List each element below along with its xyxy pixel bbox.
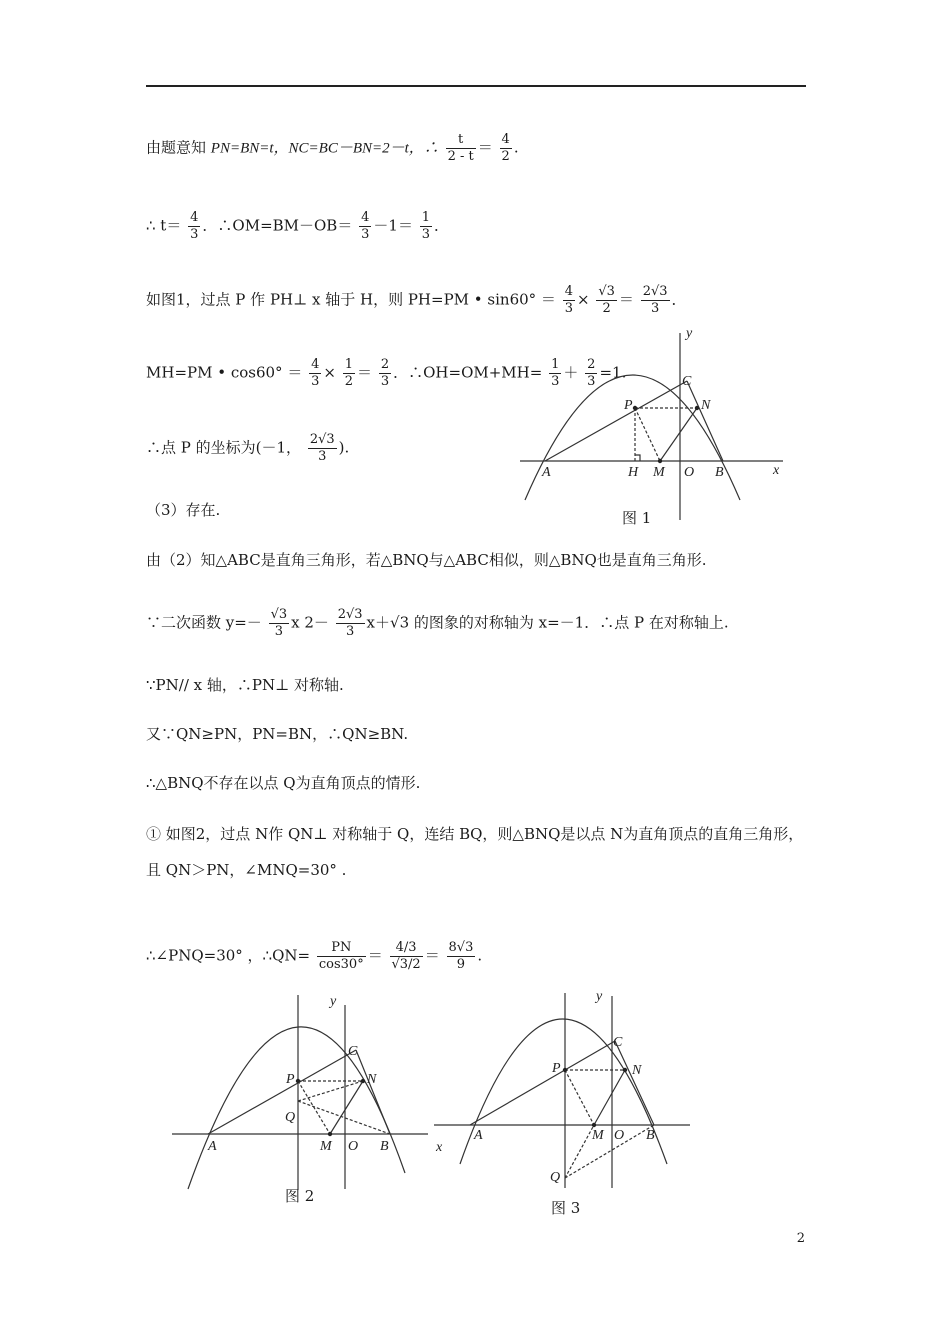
fraction [447, 940, 476, 973]
text: x＋√3 的图象的对称轴为 x=－1．∴点 P 在对称轴上. [366, 613, 729, 632]
text: ． [434, 216, 450, 235]
point-m [328, 1132, 332, 1136]
text-line-9: ∵PN// x 轴，∴PN⊥ 对称轴. [146, 676, 344, 694]
numerator: 4 [190, 210, 199, 225]
numerator: 4 [564, 284, 573, 299]
text: ∵二次函数 y=－ [146, 613, 262, 632]
text-line-6: （3）存在. [146, 501, 221, 519]
segment-pm [565, 1070, 594, 1125]
label-b: B [380, 1139, 389, 1154]
numerator: 2√3 [337, 607, 363, 622]
denominator: 3 [274, 624, 284, 639]
text: ∴ t＝ [146, 216, 182, 235]
text-line-14 [146, 940, 482, 973]
label-x: x [436, 1140, 443, 1155]
fraction [359, 210, 371, 243]
numerator: √3 [270, 607, 288, 622]
text-line-7: 由（2）知△ABC是直角三角形，若△BNQ与△ABC相似，则△BNQ也是直角三角形. [146, 551, 707, 569]
denominator: 3 [564, 301, 573, 316]
point-n [623, 1068, 627, 1072]
text-line-11: ∴△BNQ不存在以点 Q为直角顶点的情形. [146, 774, 421, 792]
fraction [390, 940, 423, 973]
numerator: √3 [598, 284, 615, 299]
text: ∴点 P 的坐标为(－1， [146, 438, 302, 457]
label-p: P [286, 1072, 295, 1087]
fraction [420, 210, 432, 243]
point-m [658, 459, 662, 463]
denominator: 3 [190, 227, 199, 242]
label-c: C [613, 1035, 623, 1050]
parabola [525, 375, 740, 500]
segment-qb [298, 1101, 390, 1134]
fraction [308, 432, 337, 465]
text: × [323, 363, 336, 382]
label-a: A [542, 465, 551, 480]
denominator: 2 [501, 149, 510, 164]
figure-3-caption: 图 3 [551, 1199, 581, 1217]
text: PN=BN=t，NC=BC－BN=2－t，∴ [210, 140, 439, 157]
figure-1-caption: 图 1 [622, 509, 652, 527]
text: ∴∠PNQ=30° ，∴QN= [146, 946, 311, 965]
label-m: M [592, 1128, 604, 1143]
label-y: y [686, 326, 693, 341]
denominator: 3 [361, 227, 370, 242]
text-line-2 [146, 210, 449, 243]
page-number: 2 [796, 1231, 805, 1246]
numerator: 2√3 [309, 432, 335, 447]
fraction [336, 607, 365, 640]
numerator: 1 [551, 357, 560, 372]
text: 由题意知 [146, 138, 211, 157]
numerator: 2√3 [642, 284, 668, 299]
text: －1＝ [373, 216, 413, 235]
denominator: 3 [345, 624, 355, 639]
segment-mn [330, 1081, 363, 1134]
label-a: A [474, 1128, 483, 1143]
label-n: N [367, 1072, 377, 1087]
denominator: 2 [602, 301, 611, 316]
numerator: 8√3 [448, 940, 474, 955]
label-b: B [715, 465, 724, 480]
header-rule [146, 85, 806, 87]
label-o: O [348, 1139, 359, 1154]
denominator: 3 [587, 374, 596, 389]
segment-mn [594, 1070, 625, 1125]
label-h: H [628, 465, 639, 480]
label-o: O [614, 1128, 625, 1143]
label-y: y [596, 989, 603, 1004]
figure-1 [515, 325, 790, 529]
fraction [500, 132, 512, 165]
text: MH=PM • cos60° ＝ [146, 363, 303, 382]
point-n [361, 1079, 365, 1083]
parabola [188, 1027, 405, 1189]
text-line-5 [146, 432, 349, 465]
text: ＝ [618, 290, 634, 309]
text: × [577, 290, 590, 309]
fraction [188, 210, 200, 243]
figure-3 [432, 988, 694, 1192]
label-p: P [552, 1061, 561, 1076]
fraction [309, 357, 321, 390]
denominator: 2 - t [447, 149, 474, 164]
denominator: 2 [344, 374, 354, 389]
label-q: Q [550, 1170, 561, 1185]
label-m: M [653, 465, 665, 480]
label-a: A [208, 1139, 217, 1154]
text: ＝ [357, 363, 373, 382]
segment-pm [298, 1081, 330, 1134]
point-p [296, 1079, 300, 1083]
fraction [343, 357, 355, 390]
label-b: B [646, 1128, 655, 1143]
label-m: M [320, 1139, 332, 1154]
segment-qb [565, 1125, 654, 1178]
text: =1. [599, 363, 627, 382]
denominator: √3/2 [391, 957, 421, 972]
numerator: t [446, 132, 476, 149]
numerator: 4 [501, 132, 510, 147]
fraction [563, 284, 575, 317]
fraction [269, 607, 290, 640]
text: ＝ [424, 946, 440, 965]
label-q: Q [285, 1110, 296, 1125]
segment-mn [660, 408, 697, 461]
fraction [641, 284, 670, 317]
parabola [460, 1019, 667, 1164]
label-o: O [684, 465, 695, 480]
line-cb [615, 1041, 654, 1125]
point-m [592, 1123, 596, 1127]
denominator: 3 [380, 374, 390, 389]
line-ac [545, 381, 687, 461]
numerator: 4 [311, 357, 320, 372]
label-n: N [632, 1063, 642, 1078]
label-c: C [682, 374, 692, 389]
point-n [695, 406, 699, 410]
text: . [513, 138, 519, 157]
fraction [596, 284, 617, 317]
text: ．∴OH=OM+MH= [393, 363, 543, 382]
point-p [633, 406, 637, 410]
numerator: 4 [361, 210, 370, 225]
text: ＋ [563, 363, 579, 382]
denominator: cos30° [318, 957, 364, 972]
text: ． [671, 290, 687, 309]
text-line-3 [146, 284, 687, 317]
numerator: PN [317, 940, 366, 957]
denominator: 3 [318, 449, 327, 464]
line-ac [470, 1041, 615, 1125]
denominator: 9 [456, 957, 466, 972]
label-y: y [330, 994, 337, 1009]
figure-2 [170, 993, 430, 1197]
text: ．∴OM=BM－OB＝ [202, 216, 353, 235]
label-c: C [348, 1044, 358, 1059]
segment-pm [635, 408, 660, 461]
numerator: 4/3 [390, 940, 423, 957]
text-line-12: ① 如图2，过点 N作 QN⊥ 对称轴于 Q，连结 BQ，则△BNQ是以点 N为直角顶点的直角三角形， [146, 825, 804, 843]
numerator: 1 [421, 210, 431, 225]
text: ). [338, 438, 350, 457]
point-p [563, 1068, 567, 1072]
figure-2-caption: 图 2 [285, 1187, 315, 1205]
denominator: 3 [650, 301, 660, 316]
text: x 2－ [291, 613, 329, 632]
text-line-1 [146, 132, 519, 165]
numerator: 2 [587, 357, 596, 372]
segment-qn [298, 1081, 363, 1101]
label-n: N [701, 398, 711, 413]
numerator: 2 [380, 357, 390, 372]
fraction [317, 940, 366, 973]
line-cb [687, 381, 723, 461]
right-angle-mark [635, 455, 640, 461]
label-x: x [773, 463, 780, 478]
label-p: P [624, 398, 633, 413]
denominator: 3 [311, 374, 320, 389]
fraction [379, 357, 391, 390]
text-line-8 [146, 607, 729, 640]
text: 如图1，过点 P 作 PH⊥ x 轴于 H，则 PH=PM • sin60° ＝ [146, 290, 556, 309]
denominator: 3 [421, 227, 431, 242]
numerator: 1 [344, 357, 354, 372]
text-line-10: 又∵QN≥PN，PN=BN，∴QN≥BN. [146, 725, 409, 743]
denominator: 3 [551, 374, 560, 389]
fraction [446, 132, 476, 165]
text: . [477, 946, 483, 965]
text: ＝ [367, 946, 383, 965]
line-cb [356, 1050, 390, 1134]
text-line-13: 且 QN＞PN，∠MNQ=30° . [146, 861, 347, 879]
text: ＝ [477, 138, 493, 157]
